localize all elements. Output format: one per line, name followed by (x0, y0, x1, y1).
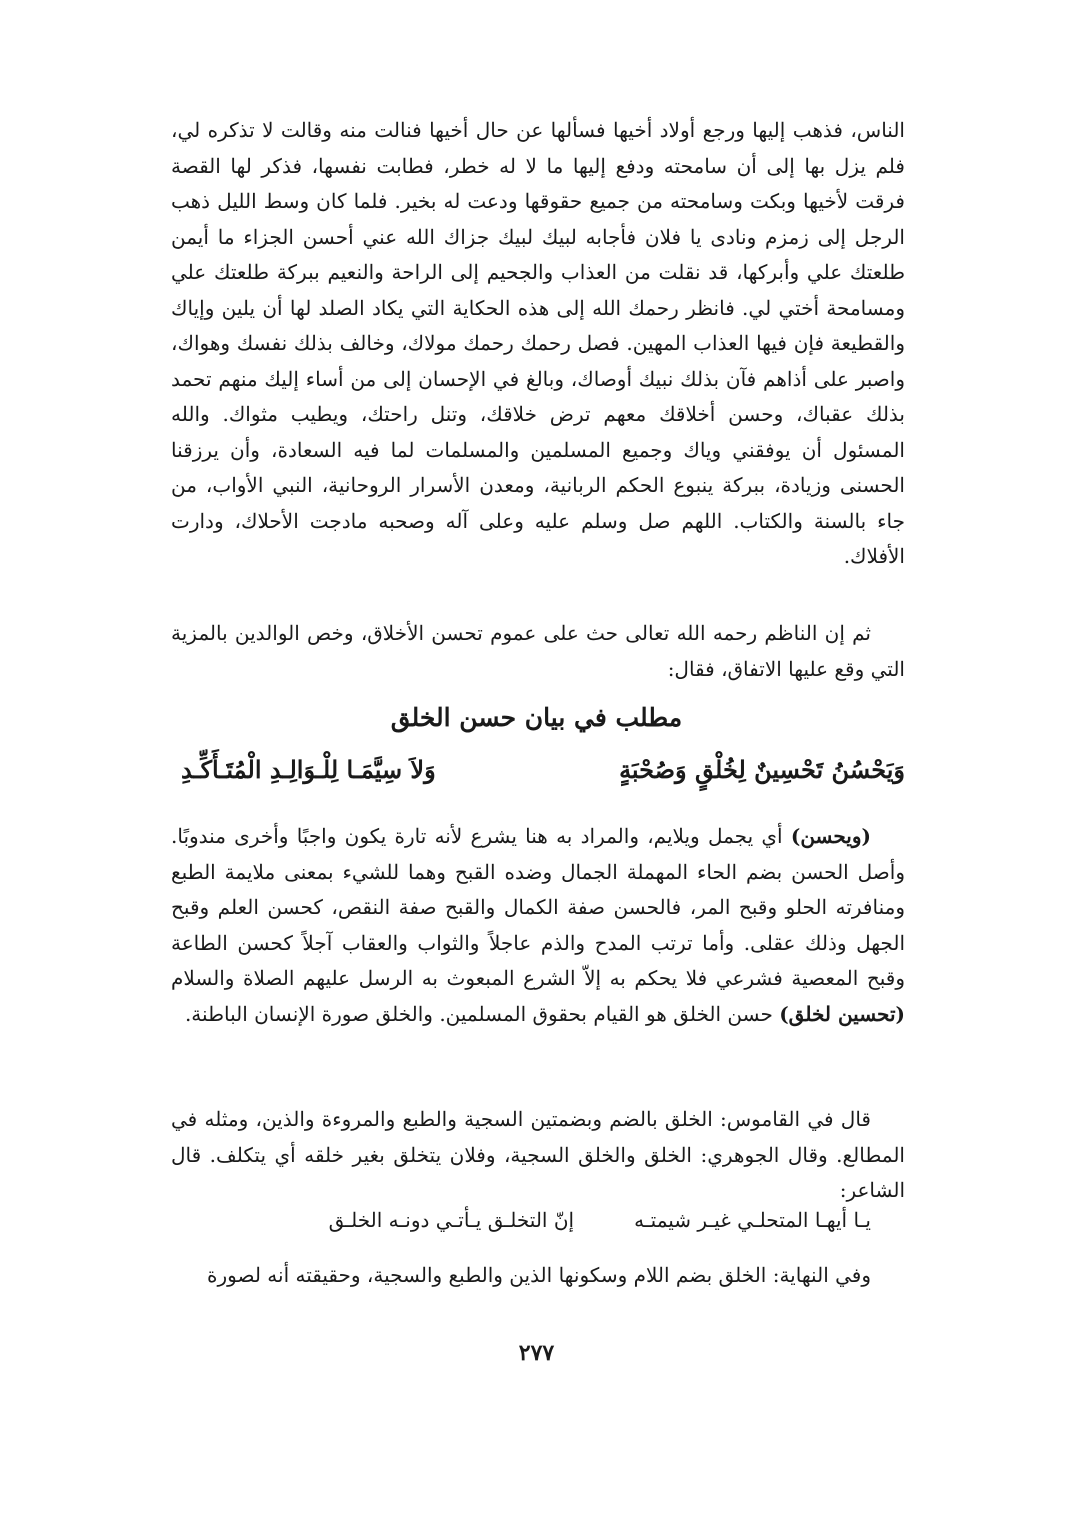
poem-verse (171, 1208, 905, 1232)
paragraph-continuation: الناس، فذهب إليها ورجع أولاد أخيها فسألها عن حال أخيها فنالت منه وقالت لا تذكره لي، فلم يزل بها إلى أن سامحته ودفع إليها ما لا له خطر، فطابت نفسها، فذكر لها القصة فرقت لأخيها وبكت وسامحته من جميع حقوقها ودعت له بخير. فلما كان وسط الليل ذهب الرجل إلى زمزم ونادى يا فلان فأجابه لبيك لبيك جزاك الله عني أحسن الجزاء ما أيمن طلعتك علي وأبركها، قد نقلت من العذاب والجحيم إلى الراحة والنعيم ببركة طلعتك علي ومسامحة أختي لي. فانظر رحمك الله إلى هذه الحكاية التي يكاد الصلد لها أن يلين وإياك والقطيعة فإن فيها العذاب المهين. فصل رحمك رحمك مولاك، وخالف بذلك نفسك وهواك، واصبر على أذاهم فآن بذلك نبيك أوصاك، وبالغ في الإحسان إلى من أساء إليك منهم تحمد بذلك عقباك، وحسن أخلاقك معهم ترض خلاقك، وتنل راحتك، ويطيب مثواك. والله المسئول أن يوفقني وياك وجميع المسلمين والمسلمات لما فيه السعادة، وأن يرزقنا الحسنى وزيادة، ببركة ينبوع الحكم الربانية، ومعدن الأسرار الروحانية، النبي الأواب، من جاء بالسنة والكتاب. اللهم صل وسلم عليه وعلى آله وصحبه مادجت الأحلاك، ودارت الأفلاك. (171, 118, 905, 568)
paragraph-transition: ثم إن الناظم رحمه الله تعالى حث على عموم تحسن الأخلاق، وخص الوالدين بالمزية التي وقع عليها الاتفاق، فقال: (171, 621, 905, 681)
poem-verse (171, 755, 905, 784)
paragraph-final: وفي النهاية: الخلق بضم اللام وسكونها الذين والطبع والسجية، وحقيقته أنه لصورة (207, 1263, 871, 1287)
quoted-term: (تحسين لخلق) (779, 1001, 905, 1026)
commentary-text: أي يجمل ويلايم، والمراد به هنا يشرع لأنه تارة يكون واجبًا وأخرى مندوبًا. وأصل الحسن بضم الحاء المهملة الجمال وضده القبح وهما للشيء بمعنى ملايمة الطبع ومنافرته الحلو وقبح المر، فالحسن صفة الكمال والقبح صفة النقص، كحسن العلم وقبح الجهل وذلك عقلى. وأما ترتب المدح والذم عاجلاً والثواب والعقاب آجلاً كحسن الطاعة وقبح المعصية فشرعي فلا يحكم به إلاّ الشرع المبعوث به الرسل عليهم الصلاة والسلام (171, 824, 905, 990)
section-heading: مطلب في بيان حسن الخلق (390, 703, 683, 732)
verse-first-hemistich: وَيَحْسُنُ تَحْسِينٌ لِخُلْقٍ وَصُحْبَةٍ (619, 755, 905, 784)
verse-second-hemistich: إنّ التخلـق يـأتـي دونـه الخلـق (328, 1208, 575, 1232)
verse-first-hemistich: يـا أيهـا المتحلـي غيـر شيمتـه (634, 1208, 871, 1232)
quoted-term: (ويحسن) (790, 824, 871, 848)
verse-second-hemistich: وَلاَ سِيَّمَـا لِلْـوَالِـدِ الْمُتَـأَكِّـدِ (181, 755, 436, 784)
page-number: ٢٧٧ (518, 1340, 555, 1366)
commentary-text: حسن الخلق هو القيام بحقوق المسلمين. والخلق صورة الإنسان الباطنة. (184, 1001, 780, 1026)
dictionary-citation-paragraph: قال في القاموس: الخلق بالضم وبضمتين السجية والطبع والمروءة والذين، ومثله في المطالع. وقال الجوهري: الخلق والخلق السجية، وفلان يتخلق بغير خلقه أي يتكلف. قال الشاعر: (171, 1107, 905, 1202)
commentary-paragraph (171, 819, 905, 1032)
